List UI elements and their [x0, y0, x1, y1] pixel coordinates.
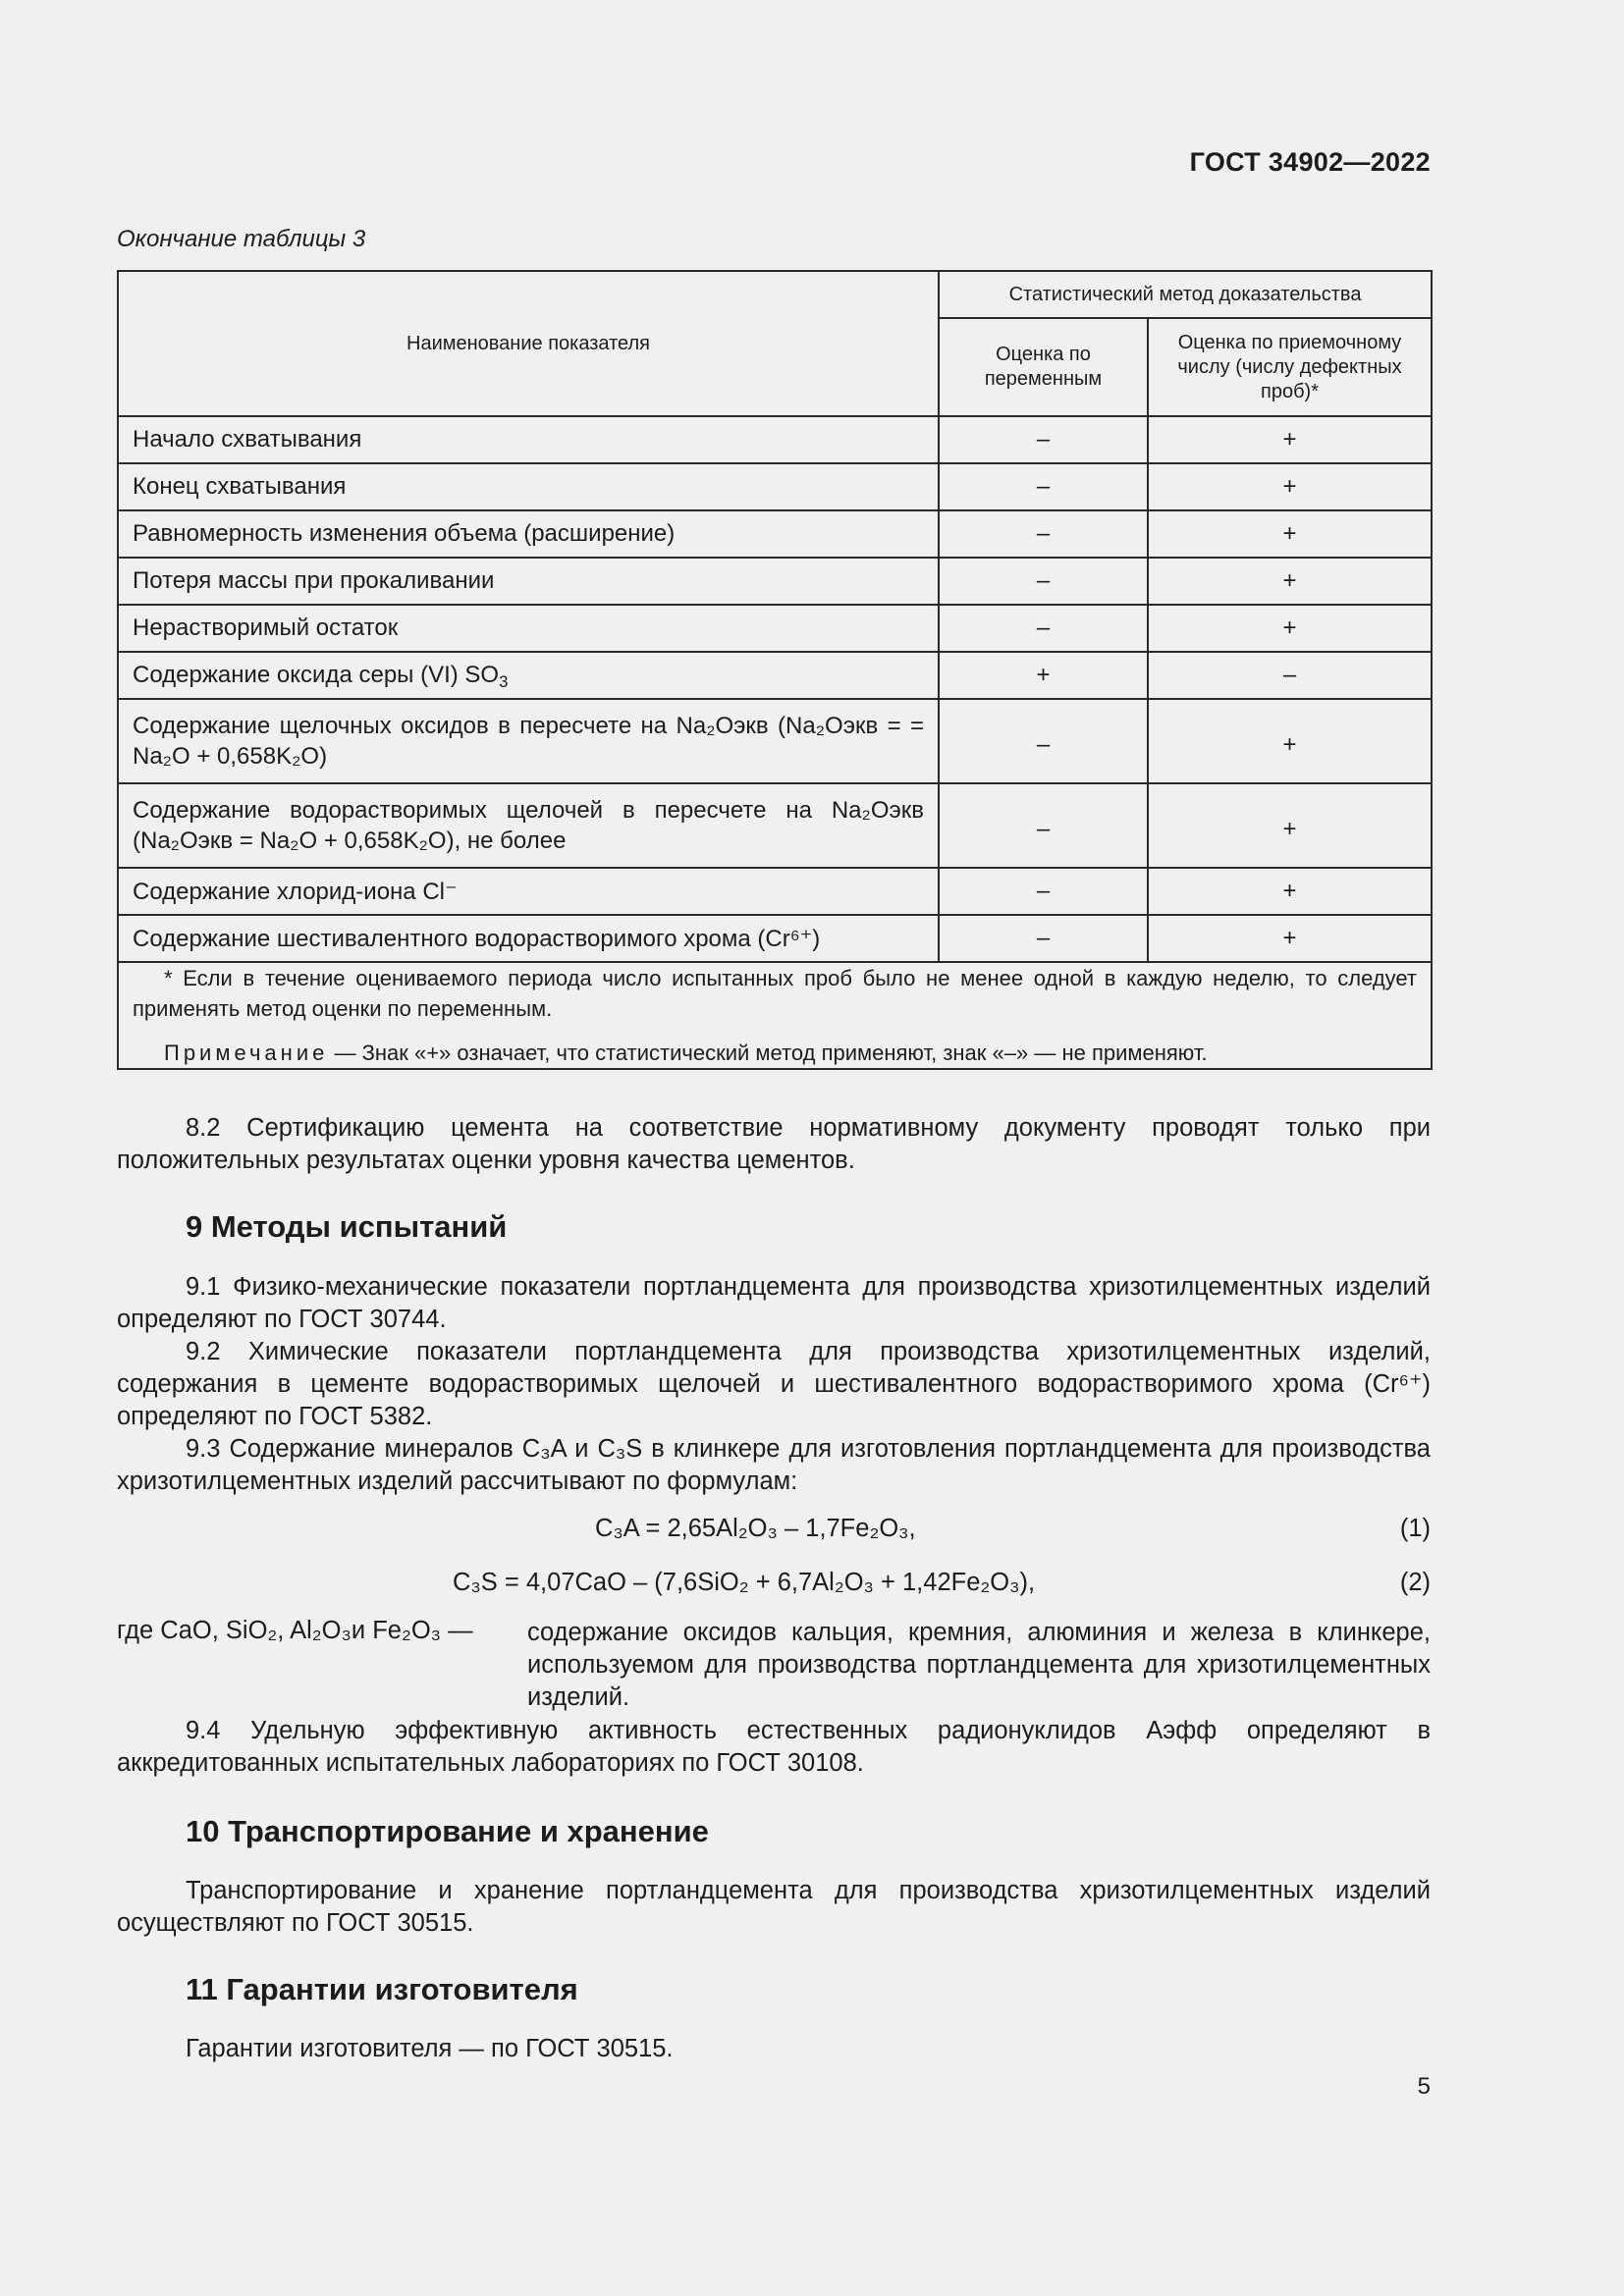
where-clause-label: где CaO, SiO₂, Al₂O₃и Fe₂O₃ —	[117, 1617, 473, 1644]
note-text: — Знак «+» означает, что статистический метод применяют, знак «–» — не применяют.	[328, 1041, 1208, 1065]
row-value-a: –	[939, 605, 1148, 652]
row-name: Конец схватывания	[118, 463, 939, 510]
row-name-subscript: 3	[499, 672, 509, 692]
row-value-a: –	[939, 699, 1148, 783]
row-value-b: –	[1148, 652, 1432, 699]
row-name: Содержание шестивалентного водорастворимого хрома (Cr⁶⁺)	[118, 915, 939, 962]
paragraph-9-1: 9.1 Физико-механические показатели портландцемента для производства хризотилцементных изделий определяют по ГОСТ 30744.	[117, 1273, 1431, 1333]
row-value-b: +	[1148, 416, 1432, 463]
table-row	[118, 416, 1432, 463]
paragraph-9-2: 9.2 Химические показатели портландцемента для производства хризотилцементных изделий, содержания в цементе водорастворимых щелочей и шестивалентного водорастворимого хрома (Cr⁶⁺) определяют по ГОСТ 5382.	[117, 1338, 1431, 1430]
row-name: Потеря массы при прокаливании	[118, 558, 939, 605]
row-value-a: –	[939, 510, 1148, 558]
table-row	[118, 915, 1432, 962]
row-value-a: +	[939, 652, 1148, 699]
table-footnote: * Если в течение оцениваемого периода число испытанных проб было не менее одной в каждую неделю, то следует применять метод оценки по переменным.	[133, 966, 1418, 1021]
row-name: Содержание щелочных оксидов в пересчете на Na₂Oэкв (Na₂Oэкв = = Na₂O + 0,658K₂O)	[118, 699, 939, 783]
where-clause-text: содержание оксидов кальция, кремния, алюминия и железа в клинкере, используемом для производства портландцемента для хризотилцементных изделий.	[527, 1619, 1431, 1711]
table-note	[133, 1038, 1417, 1068]
row-value-a: –	[939, 915, 1148, 962]
table-caption: Окончание таблицы 3	[117, 226, 366, 252]
row-name: Начало схватывания	[118, 416, 939, 463]
table-footnote-cell	[118, 962, 1432, 1069]
row-value-a: –	[939, 558, 1148, 605]
table-row	[118, 699, 1432, 783]
row-name	[118, 652, 939, 699]
table-row	[118, 783, 1432, 868]
row-name: Равномерность изменения объема (расширение)	[118, 510, 939, 558]
table-footnote-row	[118, 962, 1432, 1069]
paragraph-10: Транспортирование и хранение портландцемента для производства хризотилцементных изделий осуществляют по ГОСТ 30515.	[117, 1877, 1431, 1937]
paragraph-8-2: 8.2 Сертификацию цемента на соответствие нормативному документу проводят только при положительных результатах оценки уровня качества цементов.	[117, 1114, 1431, 1174]
table-3	[117, 270, 1433, 1070]
row-value-b: +	[1148, 605, 1432, 652]
table-row	[118, 463, 1432, 510]
formula-2: C₃S = 4,07CaO – (7,6SiO₂ + 6,7Al₂O₃ + 1,42Fe₂O₃),	[453, 1569, 1036, 1596]
row-value-b: +	[1148, 558, 1432, 605]
row-value-a: –	[939, 416, 1148, 463]
row-value-a: –	[939, 868, 1148, 915]
header-indicator-name: Наименование показателя	[118, 271, 939, 416]
table-row	[118, 868, 1432, 915]
row-value-b: +	[1148, 868, 1432, 915]
section-11-title: 11 Гарантии изготовителя	[186, 1972, 578, 2006]
document-code: ГОСТ 34902—2022	[1189, 147, 1431, 177]
row-name: Содержание хлорид-иона Cl⁻	[118, 868, 939, 915]
page-number: 5	[1417, 2073, 1431, 2100]
paragraph-11: Гарантии изготовителя — по ГОСТ 30515.	[186, 2035, 674, 2062]
header-acceptance-number: Оценка по приемочному числу (числу дефектных проб)*	[1148, 318, 1432, 416]
note-label: Примечание	[164, 1041, 329, 1065]
row-name-text: Содержание оксида серы (VI) SO	[133, 662, 500, 688]
formula-1-number: (1)	[1399, 1515, 1431, 1542]
formula-2-number: (2)	[1399, 1569, 1431, 1596]
table-row	[118, 652, 1432, 699]
row-name: Нерастворимый остаток	[118, 605, 939, 652]
header-variables: Оценка по переменным	[939, 318, 1148, 416]
section-9-title: 9 Методы испытаний	[186, 1209, 508, 1244]
row-value-b: +	[1148, 699, 1432, 783]
section-10-title: 10 Транспортирование и хранение	[186, 1814, 709, 1848]
header-stat-method: Статистический метод доказательства	[939, 271, 1432, 318]
row-value-a: –	[939, 463, 1148, 510]
row-value-a: –	[939, 783, 1148, 868]
paragraph-9-4: 9.4 Удельную эффективную активность естественных радионуклидов Aэфф определяют в аккредитованных испытательных лабораториях по ГОСТ 30108.	[117, 1717, 1431, 1777]
row-value-b: +	[1148, 510, 1432, 558]
row-value-b: +	[1148, 915, 1432, 962]
table-row	[118, 510, 1432, 558]
row-value-b: +	[1148, 463, 1432, 510]
table-row	[118, 558, 1432, 605]
paragraph-9-3: 9.3 Содержание минералов C₃A и C₃S в клинкере для изготовления портландцемента для производства хризотилцементных изделий рассчитывают по формулам:	[117, 1435, 1431, 1495]
formula-1: C₃A = 2,65Al₂O₃ – 1,7Fe₂O₃,	[595, 1515, 916, 1542]
table-row	[118, 605, 1432, 652]
row-value-b: +	[1148, 783, 1432, 868]
row-name: Содержание водорастворимых щелочей в пересчете на Na₂Oэкв (Na₂Oэкв = Na₂O + 0,658K₂O), не более	[118, 783, 939, 868]
